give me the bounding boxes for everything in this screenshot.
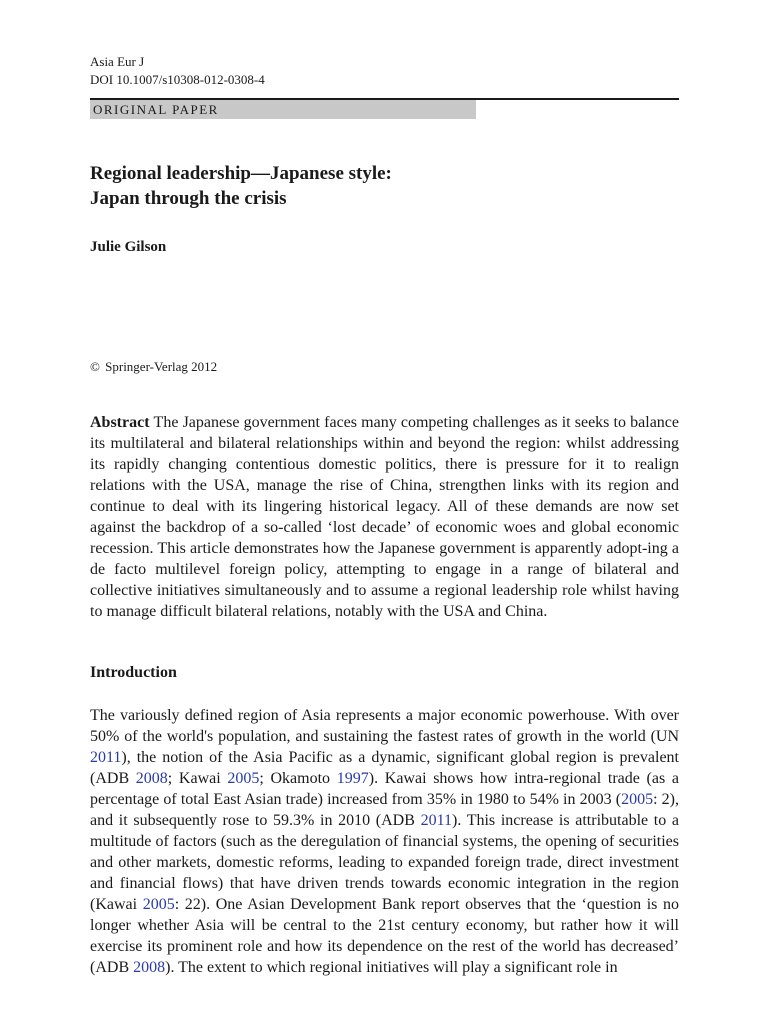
section-heading-introduction: Introduction: [90, 664, 177, 681]
citation-link[interactable]: 2008: [133, 959, 166, 976]
journal-header: [90, 53, 265, 89]
copyright-icon: ©: [90, 359, 100, 374]
citation-link[interactable]: 2008: [135, 770, 168, 787]
citation-link[interactable]: 2005: [621, 791, 654, 808]
intro-text: ), the notion of the Asia Pacific as a dynamic, significant global region is prevalent (ADB: [90, 749, 679, 787]
abstract: [90, 412, 679, 622]
intro-text: ; Kawai: [167, 770, 228, 787]
citation-link[interactable]: 2005: [227, 770, 260, 787]
intro-text: The variously defined region of Asia represents a major economic powerhouse. With over 50% of the world's population, and sustaining the fastest rates of growth in the world (UN: [90, 707, 679, 745]
doi: DOI 10.1007/s10308-012-0308-4: [90, 72, 265, 87]
intro-text: : 2), and it subsequently rose to 59.3% in 2010 (ADB: [90, 791, 679, 829]
intro-text: ). Kawai shows how intra-regional trade (as a percentage of total East Asian trade) increased from 35% in 1980 to 54% in 2003 (: [90, 770, 680, 808]
paper-title: [90, 161, 392, 211]
intro-text: ). This increase is attributable to a multitude of factors (such as the deregulation of financial systems, the opening of securities and other markets, domestic reforms, leading to expanded foreign trade, direct investment and financial flows) that have driven trends towards economic integration in the region (Kawai: [90, 812, 680, 913]
title-line-2: Japan through the crisis: [90, 188, 287, 209]
author-name: Julie Gilson: [90, 239, 167, 255]
intro-text: ; Okamoto: [259, 770, 337, 787]
introduction-paragraph: [90, 705, 679, 978]
journal-name: Asia Eur J: [90, 54, 145, 69]
intro-text: : 22). One Asian Development Bank report observes that the ‘question is no longer whether Asia will be central to the 21st century economy, but rather how it will exercise its prominent role and how its dependence on the rest of the world has decreased’ (ADB: [90, 896, 679, 976]
citation-link[interactable]: 2011: [420, 812, 452, 829]
title-line-1: Regional leadership—Japanese style:: [90, 163, 392, 184]
citation-link[interactable]: 2011: [90, 749, 122, 766]
article-type-band: ORIGINAL PAPER: [90, 100, 476, 119]
abstract-text: The Japanese government faces many competing challenges as it seeks to balance its multilateral and bilateral relationships within and beyond the region: whilst addressing its rapidly changing contentious domestic politics, there is pressure for it to realign relations with the USA, manage the rise of China, strengthen links with its region and continue to deal with its lingering historical legacy. All of these demands are now set against the backdrop of a so-called ‘lost decade’ of economic woes and global economic recession. This article demonstrates how the Japanese government is apparently adopt-ing a de facto multilevel foreign policy, attempting to engage in a range of bilateral and collective initiatives simultaneously and to assume a regional leadership role whilst having to manage difficult bilateral relations, notably with the USA and China.: [90, 414, 679, 620]
intro-text: ). The extent to which regional initiatives will play a significant role in: [165, 959, 618, 976]
citation-link[interactable]: 2005: [142, 896, 175, 913]
copyright-line: [90, 359, 217, 375]
citation-link[interactable]: 1997: [336, 770, 369, 787]
abstract-label: Abstract: [90, 414, 150, 431]
copyright-text: Springer-Verlag 2012: [105, 359, 218, 374]
